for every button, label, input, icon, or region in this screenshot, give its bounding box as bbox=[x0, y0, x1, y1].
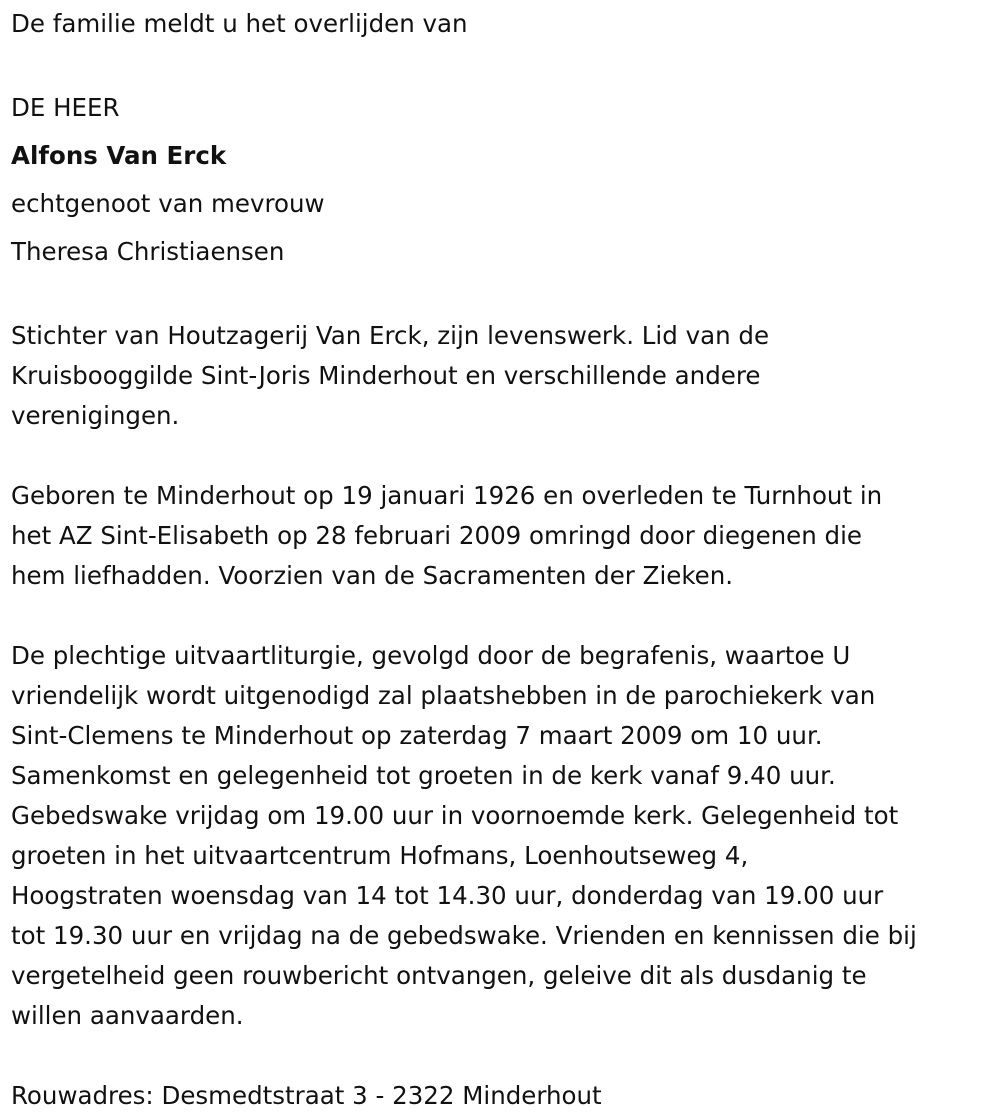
mourning-address: Rouwadres: Desmedtstraat 3 - 2322 Minderhout bbox=[11, 1081, 602, 1110]
paragraph-line: De plechtige uitvaartliturgie, gevolgd door de begrafenis, waartoe U bbox=[11, 641, 851, 670]
paragraph-line: Gebedswake vrijdag om 19.00 uur in voornoemde kerk. Gelegenheid tot bbox=[11, 801, 899, 830]
paragraph-line: Geboren te Minderhout op 19 januari 1926 en overleden te Turnhout in bbox=[11, 481, 883, 510]
paragraph-line: Hoogstraten woensdag van 14 tot 14.30 uur, donderdag van 19.00 uur bbox=[11, 881, 884, 910]
paragraph-line: willen aanvaarden. bbox=[11, 1001, 244, 1030]
deceased-name: Alfons Van Erck bbox=[11, 141, 227, 170]
deceased-title: DE HEER bbox=[11, 93, 120, 122]
paragraph-line: tot 19.30 uur en vrijdag na de gebedswake. Vrienden en kennissen die bij bbox=[11, 921, 917, 950]
intro-line: De familie meldt u het overlijden van bbox=[11, 9, 468, 38]
paragraph-line: vriendelijk wordt uitgenodigd zal plaatshebben in de parochiekerk van bbox=[11, 681, 876, 710]
paragraph-line: Stichter van Houtzagerij Van Erck, zijn levenswerk. Lid van de bbox=[11, 321, 770, 350]
paragraph-line: Sint-Clemens te Minderhout op zaterdag 7 maart 2009 om 10 uur. bbox=[11, 721, 823, 750]
spouse-name: Theresa Christiaensen bbox=[11, 237, 285, 266]
paragraph-biography bbox=[11, 316, 992, 436]
paragraph-line: Kruisbooggilde Sint-Joris Minderhout en verschillende andere bbox=[11, 361, 761, 390]
paragraph-line: het AZ Sint-Elisabeth op 28 februari 2009 omringd door diegenen die bbox=[11, 521, 862, 550]
address-block bbox=[11, 1076, 992, 1116]
paragraph-birth-death bbox=[11, 476, 992, 596]
paragraph-line: vergetelheid geen rouwbericht ontvangen, geleive dit als dusdanig te bbox=[11, 961, 867, 990]
paragraph-line: Samenkomst en gelegenheid tot groeten in de kerk vanaf 9.40 uur. bbox=[11, 761, 836, 790]
paragraph-line: verenigingen. bbox=[11, 401, 180, 430]
spouse-label: echtgenoot van mevrouw bbox=[11, 189, 325, 218]
paragraph-line: groeten in het uitvaartcentrum Hofmans, Loenhoutseweg 4, bbox=[11, 841, 749, 870]
paragraph-funeral bbox=[11, 636, 992, 1036]
paragraph-line: hem liefhadden. Voorzien van de Sacramenten der Zieken. bbox=[11, 561, 734, 590]
